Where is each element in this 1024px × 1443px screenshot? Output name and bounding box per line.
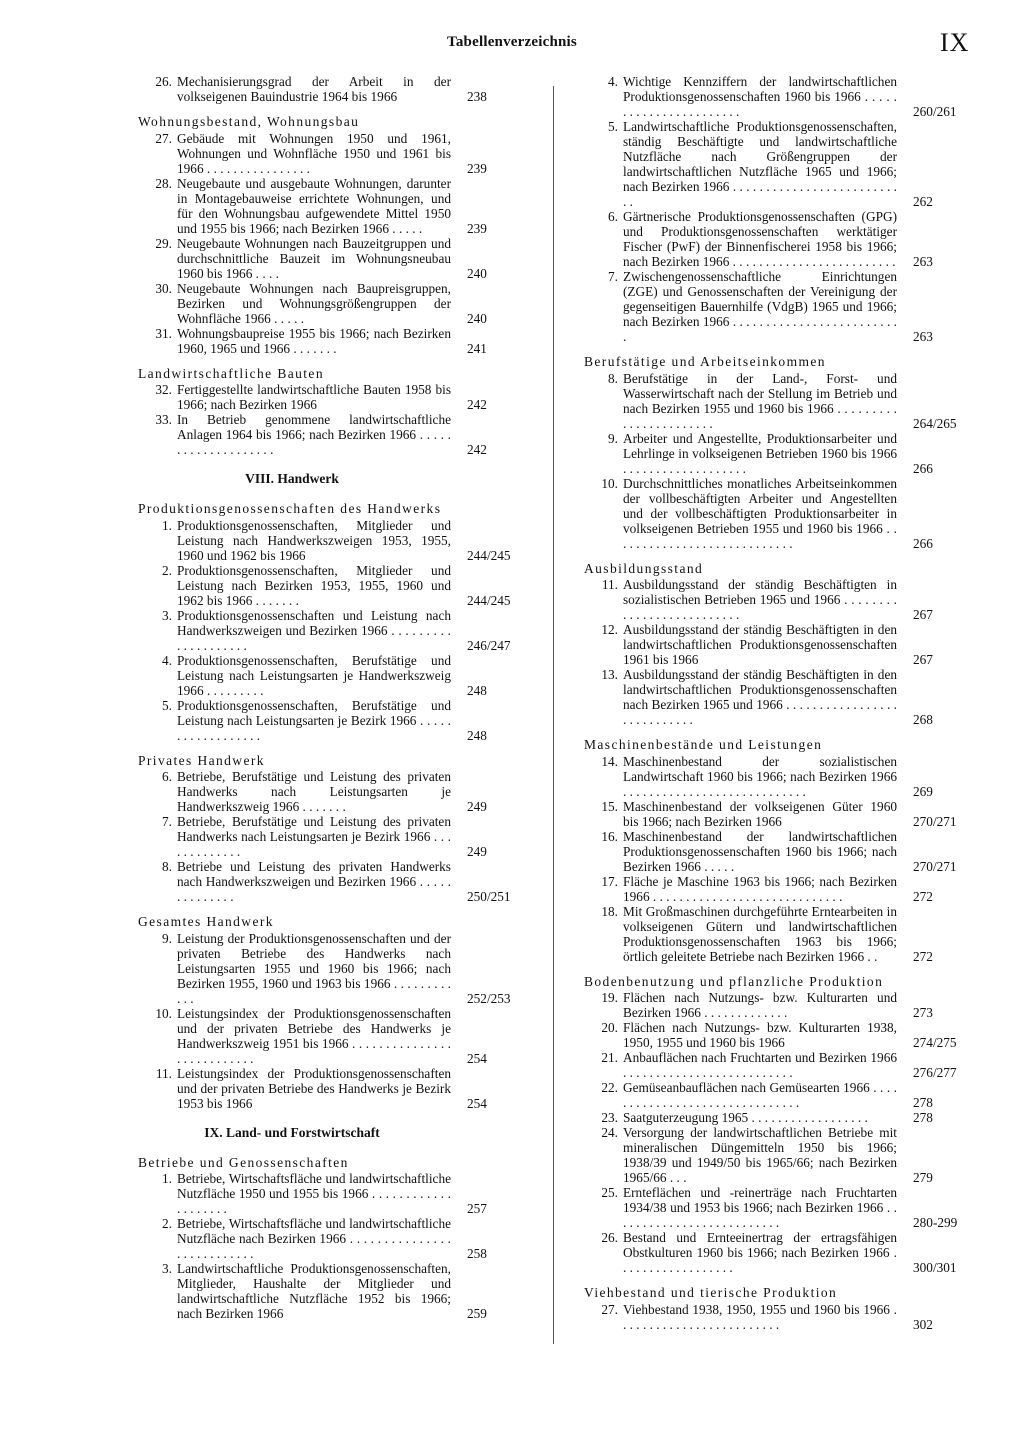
entry-number: 10. (601, 475, 618, 491)
entry-title: Landwirtschaftliche Produktionsgenossenschaften, Mitglieder, Haushalte der Mitglieder und landwirtschaftliche Nutzfläche 1952 bis 1966; nach Bezirken 1966 (177, 1261, 451, 1321)
entry-title: Saatguterzeugung 1965 . . . . . . . . . . . . . . . . . . (623, 1110, 868, 1125)
entry-title: Gebäude mit Wohnungen 1950 und 1961, Wohnungen und Wohnfläche 1950 und 1961 bis 1966 . . . . . . . . . . . . . . . . (177, 130, 451, 176)
chapter-heading: VIII. Handwerk (245, 471, 339, 486)
entry-page: 278 (913, 1110, 933, 1125)
entry-page: 279 (913, 1170, 933, 1185)
entry-number: 1. (162, 1171, 172, 1186)
toc-entry (584, 799, 1004, 829)
entry-page: 278 (913, 1095, 933, 1110)
entry-title: Wohnungsbaupreise 1955 bis 1966; nach Bezirken 1960, 1965 und 1966 . . . . . . . (177, 325, 451, 356)
toc-entry (138, 1171, 558, 1216)
entry-number: 20. (601, 1020, 618, 1035)
toc-entry (584, 1125, 1004, 1185)
toc-entry (138, 281, 558, 326)
entry-page: 242 (467, 397, 487, 412)
section-heading: Landwirtschaftliche Bauten (138, 365, 324, 381)
section-heading: Berufstätige und Arbeitseinkommen (584, 354, 826, 369)
entry-page: 300/301 (913, 1260, 957, 1275)
entry-number: 8. (608, 370, 618, 386)
section-heading: Wohnungsbestand, Wohnungsbau (138, 114, 360, 129)
entry-title: Gemüseanbauflächen nach Gemüsearten 1966 . . . . . . . . . . . . . . . . . . . . . . . . . . . . . . . (623, 1080, 897, 1110)
entry-page: 273 (913, 1005, 933, 1020)
toc-entry (138, 931, 558, 1006)
entry-number: 2. (162, 562, 172, 578)
entry-title: Flächen nach Nutzungs- bzw. Kulturarten und Bezirken 1966 . . . . . . . . . . . . . (623, 990, 897, 1020)
toc-entry (584, 577, 1004, 622)
toc-entry (138, 412, 558, 457)
entry-title: Betriebe, Wirtschaftsfläche und landwirtschaftliche Nutzfläche 1950 und 1955 bis 1966 . . . . . . . . . . . . . . . . . . . . (177, 1171, 451, 1216)
left-column (138, 74, 558, 1321)
entry-number: 17. (601, 873, 618, 889)
entry-page: 244/245 (467, 547, 511, 563)
entry-title: Flächen nach Nutzungs- bzw. Kulturarten 1938, 1950, 1955 und 1960 bis 1966 (623, 1020, 897, 1050)
toc-entry (584, 74, 1004, 119)
section-heading: Bodenbenutzung und pflanzliche Produktion (584, 973, 884, 989)
entry-title: Bestand und Ernteeinertrag der ertragsfähigen Obstkulturen 1960 bis 1966; nach Bezirken 1966 . . . . . . . . . . . . . . . . . . (623, 1230, 897, 1275)
toc-entry (138, 608, 558, 653)
entry-number: 15. (601, 798, 618, 814)
entry-page: 248 (467, 682, 487, 698)
entry-page: 239 (467, 160, 487, 176)
entry-number: 9. (162, 930, 172, 946)
entry-page: 240 (467, 310, 487, 326)
entry-page: 262 (913, 194, 933, 209)
toc-entry (584, 754, 1004, 799)
entry-number: 1. (162, 517, 172, 533)
toc-entry (584, 622, 1004, 667)
toc-entry (138, 176, 558, 236)
entry-page: 260/261 (913, 104, 957, 119)
entry-number: 16. (601, 828, 618, 844)
entry-number: 4. (162, 652, 172, 668)
toc-entry (138, 1006, 558, 1066)
toc-entry (584, 874, 1004, 904)
section-heading: Maschinenbestände und Leistungen (584, 737, 823, 752)
entry-title: Betriebe, Wirtschaftsfläche und landwirtschaftliche Nutzfläche nach Bezirken 1966 . . . . . . . . . . . . . . . . . . . . . . . . . . . (177, 1216, 451, 1261)
toc-entry (584, 829, 1004, 874)
section-heading: Privates Handwerk (138, 752, 265, 768)
entry-page: 259 (467, 1306, 487, 1321)
entry-title: Arbeiter und Angestellte, Produktionsarbeiter und Lehrlinge in volkseigenen Betrieben 1960 bis 1966 . . . . . . . . . . . . . . . . . . . (623, 430, 897, 476)
toc-entry (584, 1110, 1004, 1125)
entry-page: 238 (467, 89, 487, 104)
entry-number: 29. (155, 235, 172, 251)
entry-number: 26. (601, 1230, 618, 1245)
entry-number: 5. (162, 697, 172, 713)
toc-entry (584, 431, 1004, 476)
entry-title: Wichtige Kennziffern der landwirtschaftlichen Produktionsgenossenschaften 1960 bis 1966 . . . . . . . . . . . . . . . . . . . . . . . (623, 74, 897, 119)
entry-title: Landwirtschaftliche Produktionsgenossenschaften, ständig Beschäftigte und landwirtschaftliche Nutzfläche nach Größengruppen der landwirtschaftlichen Nutzfläche 1965 und 1966; nach Bezirken 1966 . . . . . . . . . . . . . . . . . . . . . . . . . . . (623, 119, 897, 209)
entry-page: 257 (467, 1201, 487, 1216)
toc-entry (138, 563, 558, 608)
toc-entry (138, 326, 558, 356)
section-heading: Gesamtes Handwerk (138, 914, 274, 929)
entry-number: 25. (601, 1185, 618, 1200)
entry-page: 267 (913, 607, 933, 622)
entry-page: 244/245 (467, 592, 511, 608)
running-header-title: Tabellenverzeichnis (447, 34, 577, 50)
toc-entry (138, 769, 558, 814)
entry-page: 249 (467, 799, 487, 814)
entry-title: Leistungsindex der Produktionsgenossenschaften und der privaten Betriebe des Handwerks je Bezirk 1953 bis 1966 (177, 1065, 451, 1111)
entry-title: Anbauflächen nach Fruchtarten und Bezirken 1966 . . . . . . . . . . . . . . . . . . . . . . . . . . (623, 1050, 897, 1080)
entry-title: Gärtnerische Produktionsgenossenschaften (GPG) und Produktionsgenossenschaften werktätiger Fischer (PwF) der Binnenfischerei 1958 bis 1966; nach Bezirken 1966 . . . . . . . . . . . . . . . . . . . . . . . . . (623, 209, 897, 269)
entry-number: 27. (155, 130, 172, 146)
entry-number: 6. (162, 769, 172, 784)
entry-page: 280-299 (913, 1215, 958, 1230)
entry-number: 11. (155, 1065, 172, 1081)
entry-number: 4. (608, 74, 618, 89)
section-heading: Ausbildungsstand (584, 560, 704, 576)
entry-page: 274/275 (913, 1035, 957, 1050)
section-heading: Viehbestand und tierische Produktion (584, 1285, 838, 1300)
toc-entry (584, 269, 1004, 344)
entry-number: 7. (162, 814, 172, 829)
toc-entry (138, 74, 558, 104)
toc-entry (138, 1261, 558, 1321)
entry-page: 263 (913, 254, 933, 269)
entry-number: 10. (155, 1005, 172, 1021)
entry-number: 27. (601, 1301, 618, 1317)
toc-entry (584, 476, 1004, 551)
entry-title: Fertiggestellte landwirtschaftliche Bauten 1958 bis 1966; nach Bezirken 1966 (177, 382, 451, 412)
entry-number: 14. (601, 753, 618, 769)
entry-title: Viehbestand 1938, 1950, 1955 und 1960 bis 1966 . . . . . . . . . . . . . . . . . . . . . . . . . (623, 1301, 897, 1332)
entry-number: 11. (601, 577, 618, 592)
entry-page: 241 (467, 340, 487, 356)
chapter-heading: IX. Land- und Forstwirtschaft (204, 1124, 380, 1140)
entry-title: Leistung der Produktionsgenossenschaften und der privaten Betriebe des Handwerks nach Leistungsarten 1955 und 1960 bis 1966; nach Bezirken 1955, 1960 und 1963 bis 1966 . . . . . . . . . . . . (177, 930, 451, 1006)
entry-number: 23. (601, 1110, 618, 1125)
entry-title: Produktionsgenossenschaften, Mitglieder und Leistung nach Handwerkszweigen 1953, 1955, 1960 und 1962 bis 1966 (177, 517, 451, 563)
entry-title: Betriebe, Berufstätige und Leistung des privaten Handwerks nach Leistungsarten je Bezirk 1966 . . . . . . . . . . . . . (177, 814, 451, 859)
toc-entry (584, 1020, 1004, 1050)
entry-page: 302 (913, 1316, 933, 1332)
toc-entry (584, 667, 1004, 727)
toc-entry (584, 1050, 1004, 1080)
entry-number: 13. (601, 667, 618, 682)
entry-number: 19. (601, 990, 618, 1005)
toc-entry (584, 1230, 1004, 1275)
entry-title: Neugebaute Wohnungen nach Bauzeitgruppen und durchschnittliche Bauzeit im Wohnungsneubau 1960 bis 1966 . . . . (177, 235, 451, 281)
entry-title: Zwischengenossenschaftliche Einrichtungen (ZGE) und Genossenschaften der Vereinigung der gegenseitigen Bauernhilfe (VdgB) 1965 und 1966; nach Bezirken 1966 . . . . . . . . . . . . . . . . . . . . . . . . . . (623, 269, 897, 344)
entry-number: 3. (162, 607, 172, 623)
entry-title: Ausbildungsstand der ständig Beschäftigten in den landwirtschaftlichen Produktionsgenossenschaften 1961 bis 1966 (623, 622, 897, 667)
entry-title: Leistungsindex der Produktionsgenossenschaften und der privaten Betriebe des Handwerks je Handwerkszweig 1951 bis 1966 . . . . . . . . . . . . . . . . . . . . . . . . . . . (177, 1005, 451, 1066)
entry-page: 252/253 (467, 990, 511, 1006)
entry-number: 22. (601, 1080, 618, 1095)
entry-title: Mechanisierungsgrad der Arbeit in der volkseigenen Bauindustrie 1964 bis 1966 (177, 74, 451, 104)
toc-entry (584, 1185, 1004, 1230)
toc-entry (138, 382, 558, 412)
toc-entry (138, 518, 558, 563)
toc-entry (584, 119, 1004, 209)
entry-page: 270/271 (913, 813, 957, 829)
entry-page: 272 (913, 948, 933, 964)
toc-entry (584, 904, 1004, 964)
toc-entry (138, 698, 558, 743)
toc-entry (584, 371, 1004, 431)
entry-title: Fläche je Maschine 1963 bis 1966; nach Bezirken 1966 . . . . . . . . . . . . . . . . . . . . . . . . . . . . . (623, 873, 897, 904)
entry-title: Mit Großmaschinen durchgeführte Erntearbeiten in volkseigenen Gütern und landwirtschaftlichen Produktionsgenossenschaften 1963 bis 1966; örtlich geleitete Betriebe nach Bezirken 1966 . . (623, 903, 897, 964)
entry-number: 32. (155, 382, 172, 397)
toc-entry (584, 1302, 1004, 1332)
toc-entry (138, 653, 558, 698)
entry-page: 240 (467, 265, 487, 281)
entry-page: 254 (467, 1095, 487, 1111)
entry-title: Versorgung der landwirtschaftlichen Betriebe mit mineralischen Düngemitteln 1950 bis 1966; 1938/39 und 1949/50 bis 1965/66; nach Bezirken 1965/66 . . . (623, 1125, 897, 1185)
entry-title: Maschinenbestand der sozialistischen Landwirtschaft 1960 bis 1966; nach Bezirken 1966 . . . . . . . . . . . . . . . . . . . . . . . . . . . . (623, 753, 897, 799)
right-column (584, 74, 1004, 1332)
page-number: IX (940, 28, 970, 57)
entry-page: 270/271 (913, 858, 957, 874)
entry-title: Berufstätige in der Land-, Forst- und Wasserwirtschaft nach der Stellung im Betrieb und nach Bezirken 1955 und 1960 bis 1966 . . . . . . . . . . . . . . . . . . . . . . . (623, 370, 897, 431)
entry-title: Ausbildungsstand der ständig Beschäftigten in den landwirtschaftlichen Produktionsgenossenschaften nach Bezirken 1965 und 1966 . . . . . . . . . . . . . . . . . . . . . . . . . . . . (623, 667, 897, 727)
entry-number: 6. (608, 209, 618, 224)
entry-page: 276/277 (913, 1065, 957, 1080)
section-heading: Betriebe und Genossenschaften (138, 1154, 349, 1170)
entry-page: 248 (467, 727, 487, 743)
entry-page: 246/247 (467, 637, 511, 653)
entry-title: Maschinenbestand der volkseigenen Güter 1960 bis 1966; nach Bezirken 1966 (623, 798, 897, 829)
entry-title: Produktionsgenossenschaften und Leistung nach Handwerkszweigen und Bezirken 1966 . . . . . . . . . . . . . . . . . . . . (177, 607, 451, 653)
toc-entry (584, 990, 1004, 1020)
entry-number: 24. (601, 1125, 618, 1140)
entry-page: 242 (467, 442, 487, 457)
section-heading: Produktionsgenossenschaften des Handwerks (138, 501, 442, 516)
entry-number: 21. (601, 1050, 618, 1065)
toc-entry (138, 236, 558, 281)
entry-page: 267 (913, 652, 933, 667)
entry-title: Produktionsgenossenschaften, Berufstätige und Leistung nach Leistungsarten je Handwerkszweig 1966 . . . . . . . . . (177, 652, 451, 698)
entry-title: Betriebe und Leistung des privaten Handwerks nach Handwerkszweigen und Bezirken 1966 . . . . . . . . . . . . . . (177, 859, 451, 904)
entry-number: 30. (155, 280, 172, 296)
entry-number: 31. (155, 325, 172, 341)
entry-number: 2. (162, 1216, 172, 1231)
entry-number: 33. (155, 412, 172, 427)
entry-number: 5. (608, 119, 618, 134)
entry-number: 3. (162, 1261, 172, 1276)
entry-title: Ausbildungsstand der ständig Beschäftigten in sozialistischen Betrieben 1965 und 1966 . . . . . . . . . . . . . . . . . . . . . . . . . . (623, 577, 897, 622)
entry-number: 7. (608, 269, 618, 284)
toc-entry (138, 814, 558, 859)
toc-entry (138, 1216, 558, 1261)
entry-number: 28. (155, 175, 172, 191)
entry-page: 258 (467, 1246, 487, 1261)
entry-title: Durchschnittliches monatliches Arbeitseinkommen der vollbeschäftigten Arbeiter und Angestellten und der vollbeschäftigten Produktionsarbeiter in volkseigenen Betrieben 1955 und 1960 bis 1966 . . . . . . . . . . . . . . . . . . . . . . . . . . . . (623, 475, 897, 551)
entry-page: 249 (467, 844, 487, 859)
entry-number: 9. (608, 430, 618, 446)
entry-title: Betriebe, Berufstätige und Leistung des privaten Handwerks nach Leistungsarten je Handwerkszweig 1966 . . . . . . . (177, 769, 451, 814)
entry-page: 239 (467, 220, 487, 236)
entry-number: 18. (601, 903, 618, 919)
entry-number: 8. (162, 859, 172, 874)
entry-title: Ernteflächen und -reinerträge nach Fruchtarten 1934/38 und 1953 bis 1966; nach Bezirken 1966 . . . . . . . . . . . . . . . . . . . . . . . . . . (623, 1185, 897, 1230)
entry-page: 264/265 (913, 415, 957, 431)
toc-entry (138, 859, 558, 904)
entry-number: 26. (155, 74, 172, 89)
entry-page: 254 (467, 1050, 487, 1066)
entry-page: 269 (913, 783, 933, 799)
entry-title: In Betrieb genommene landwirtschaftliche Anlagen 1964 bis 1966; nach Bezirken 1966 . . . . . . . . . . . . . . . . . . . . (177, 412, 451, 457)
toc-entry (584, 209, 1004, 269)
entry-page: 266 (913, 460, 933, 476)
entry-title: Maschinenbestand der landwirtschaftlichen Produktionsgenossenschaften 1960 bis 1966; nach Bezirken 1966 . . . . . (623, 828, 897, 874)
entry-title: Neugebaute und ausgebaute Wohnungen, darunter in Montagebauweise errichtete Wohnungen, und für den Wohnungsbau aufgewendete Mittel 1950 und 1955 bis 1966; nach Bezirken 1966 . . . . . (177, 175, 451, 236)
entry-number: 12. (601, 622, 618, 637)
toc-entry (584, 1080, 1004, 1110)
entry-page: 263 (913, 329, 933, 344)
entry-title: Neugebaute Wohnungen nach Baupreisgruppen, Bezirken und Wohnungsgrößengruppen der Wohnfläche 1966 . . . . . (177, 280, 451, 326)
entry-page: 250/251 (467, 889, 511, 904)
entry-title: Produktionsgenossenschaften, Mitglieder und Leistung nach Bezirken 1953, 1955, 1960 und 1962 bis 1966 . . . . . . . (177, 562, 451, 608)
entry-page: 266 (913, 535, 933, 551)
toc-entry (138, 131, 558, 176)
entry-title: Produktionsgenossenschaften, Berufstätige und Leistung nach Leistungsarten je Bezirk 1966 . . . . . . . . . . . . . . . . . . (177, 697, 451, 743)
entry-page: 268 (913, 712, 933, 727)
toc-entry (138, 1066, 558, 1111)
entry-page: 272 (913, 888, 933, 904)
